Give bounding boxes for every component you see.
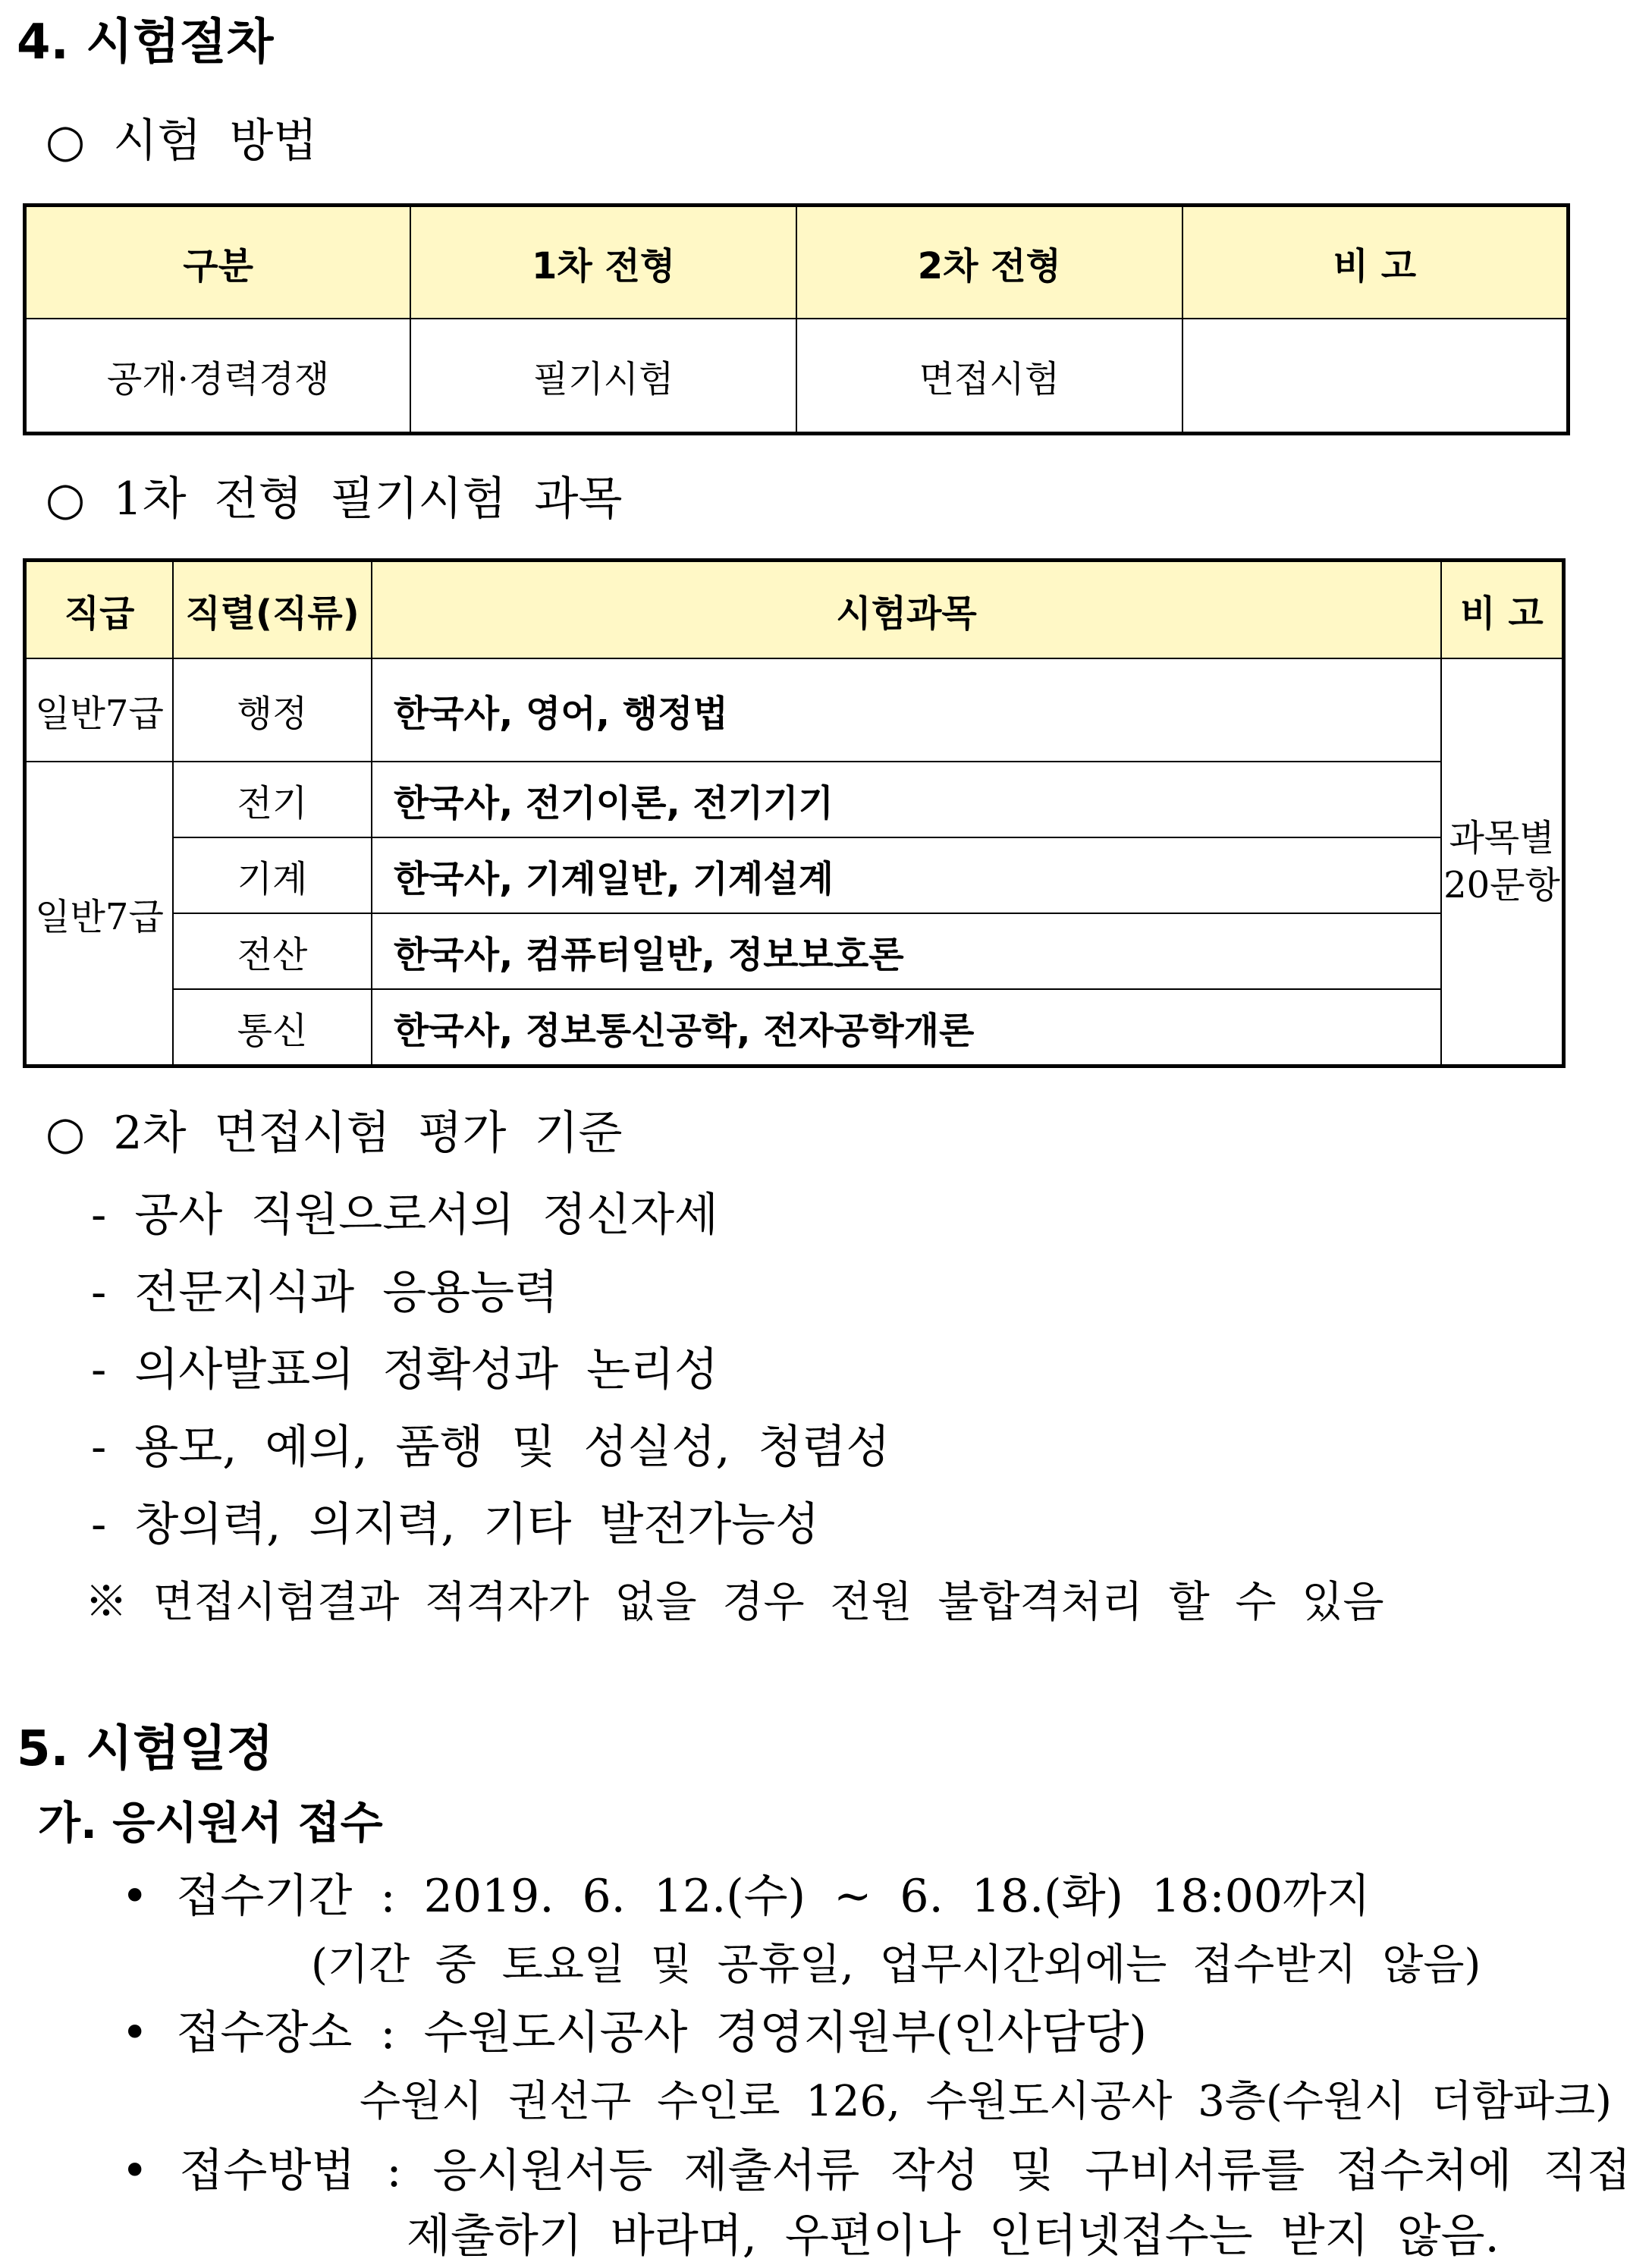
notice-text: ※ 면접시험결과 적격자가 없을 경우 전원 불합격처리 할 수 있음 — [85, 1578, 1384, 1627]
header-cell: 비 고 — [1182, 206, 1569, 319]
subjects-cell: 한국사, 컴퓨터일반, 정보보호론 — [372, 913, 1441, 989]
grade-cell: 일반7급 — [25, 762, 174, 1067]
header-cell: 직급 — [25, 561, 174, 659]
section-4-title: 4. 시험절차 — [17, 14, 274, 71]
series-cell: 행정 — [173, 658, 372, 762]
subjects-cell: 한국사, 전기이론, 전기기기 — [372, 762, 1441, 837]
series-cell: 기계 — [173, 837, 372, 913]
place-line: • 접수장소 : 수원도시공사 경영지원부(인사담당) — [121, 2006, 1147, 2059]
method-table — [23, 203, 1570, 435]
table-row — [25, 913, 1564, 989]
subjects-cell: 한국사, 영어, 행정법 — [372, 658, 1441, 762]
table-row — [25, 658, 1564, 762]
subjects-table — [23, 558, 1566, 1068]
series-cell: 통신 — [173, 989, 372, 1067]
table-cell: 면접시험 — [796, 319, 1182, 434]
table-cell: 공개·경력경쟁 — [25, 319, 411, 434]
method-table-header — [25, 206, 1569, 319]
header-cell: 구분 — [25, 206, 411, 319]
header-cell: 2차 전형 — [796, 206, 1182, 319]
note-cell — [1441, 658, 1564, 1067]
header-cell: 비 고 — [1441, 561, 1564, 659]
subjects-table-header — [25, 561, 1564, 659]
table-row — [25, 989, 1564, 1067]
interview-heading: ○ 2차 면접시험 평가 기준 — [46, 1107, 623, 1160]
note-line: 과목별 — [1449, 817, 1555, 859]
table-row — [25, 319, 1569, 434]
note-line: 20문항 — [1443, 864, 1560, 906]
series-cell: 전기 — [173, 762, 372, 837]
criteria-item: - 의사발표의 정확성과 논리성 — [91, 1343, 719, 1396]
table-cell — [1182, 319, 1569, 434]
period-line: • 접수기간 : 2019. 6. 12.(수) ~ 6. 18.(화) 18:00까지 — [121, 1870, 1371, 1923]
criteria-item: - 창의력, 의지력, 기타 발전가능성 — [91, 1498, 820, 1551]
period-note: (기간 중 토요일 및 공휴일, 업무시간외에는 접수받지 않음) — [311, 1940, 1481, 1990]
criteria-item: - 용모, 예의, 품행 및 성실성, 청렴성 — [91, 1421, 890, 1474]
method-heading: ○ 시험 방법 — [46, 115, 318, 168]
table-row — [25, 837, 1564, 913]
subjects-heading: ○ 1차 전형 필기시험 과목 — [46, 473, 623, 526]
header-cell: 1차 전형 — [410, 206, 796, 319]
header-cell: 직렬(직류) — [173, 561, 372, 659]
header-cell: 시험과목 — [372, 561, 1441, 659]
criteria-item: - 전문지식과 응용능력 — [91, 1266, 559, 1319]
criteria-item: - 공사 직원으로서의 정신자세 — [91, 1189, 719, 1242]
subjects-cell: 한국사, 정보통신공학, 전자공학개론 — [372, 989, 1441, 1067]
subsection-a-title: 가. 응시원서 접수 — [38, 1797, 383, 1849]
table-row — [25, 762, 1564, 837]
series-cell: 전산 — [173, 913, 372, 989]
subjects-cell: 한국사, 기계일반, 기계설계 — [372, 837, 1441, 913]
method-line-2: 제출하기 바라며, 우편이나 인터넷접수는 받지 않음. — [407, 2210, 1500, 2263]
section-5-title: 5. 시험일정 — [17, 1721, 274, 1777]
place-address: 수원시 권선구 수인로 126, 수원도시공사 3층(수원시 더함파크) — [360, 2077, 1613, 2126]
table-cell: 필기시험 — [410, 319, 796, 434]
grade-cell: 일반7급 — [25, 658, 174, 762]
method-line: • 접수방법 : 응시원서등 제출서류 작성 및 구비서류를 접수처에 직접 — [121, 2144, 1632, 2197]
